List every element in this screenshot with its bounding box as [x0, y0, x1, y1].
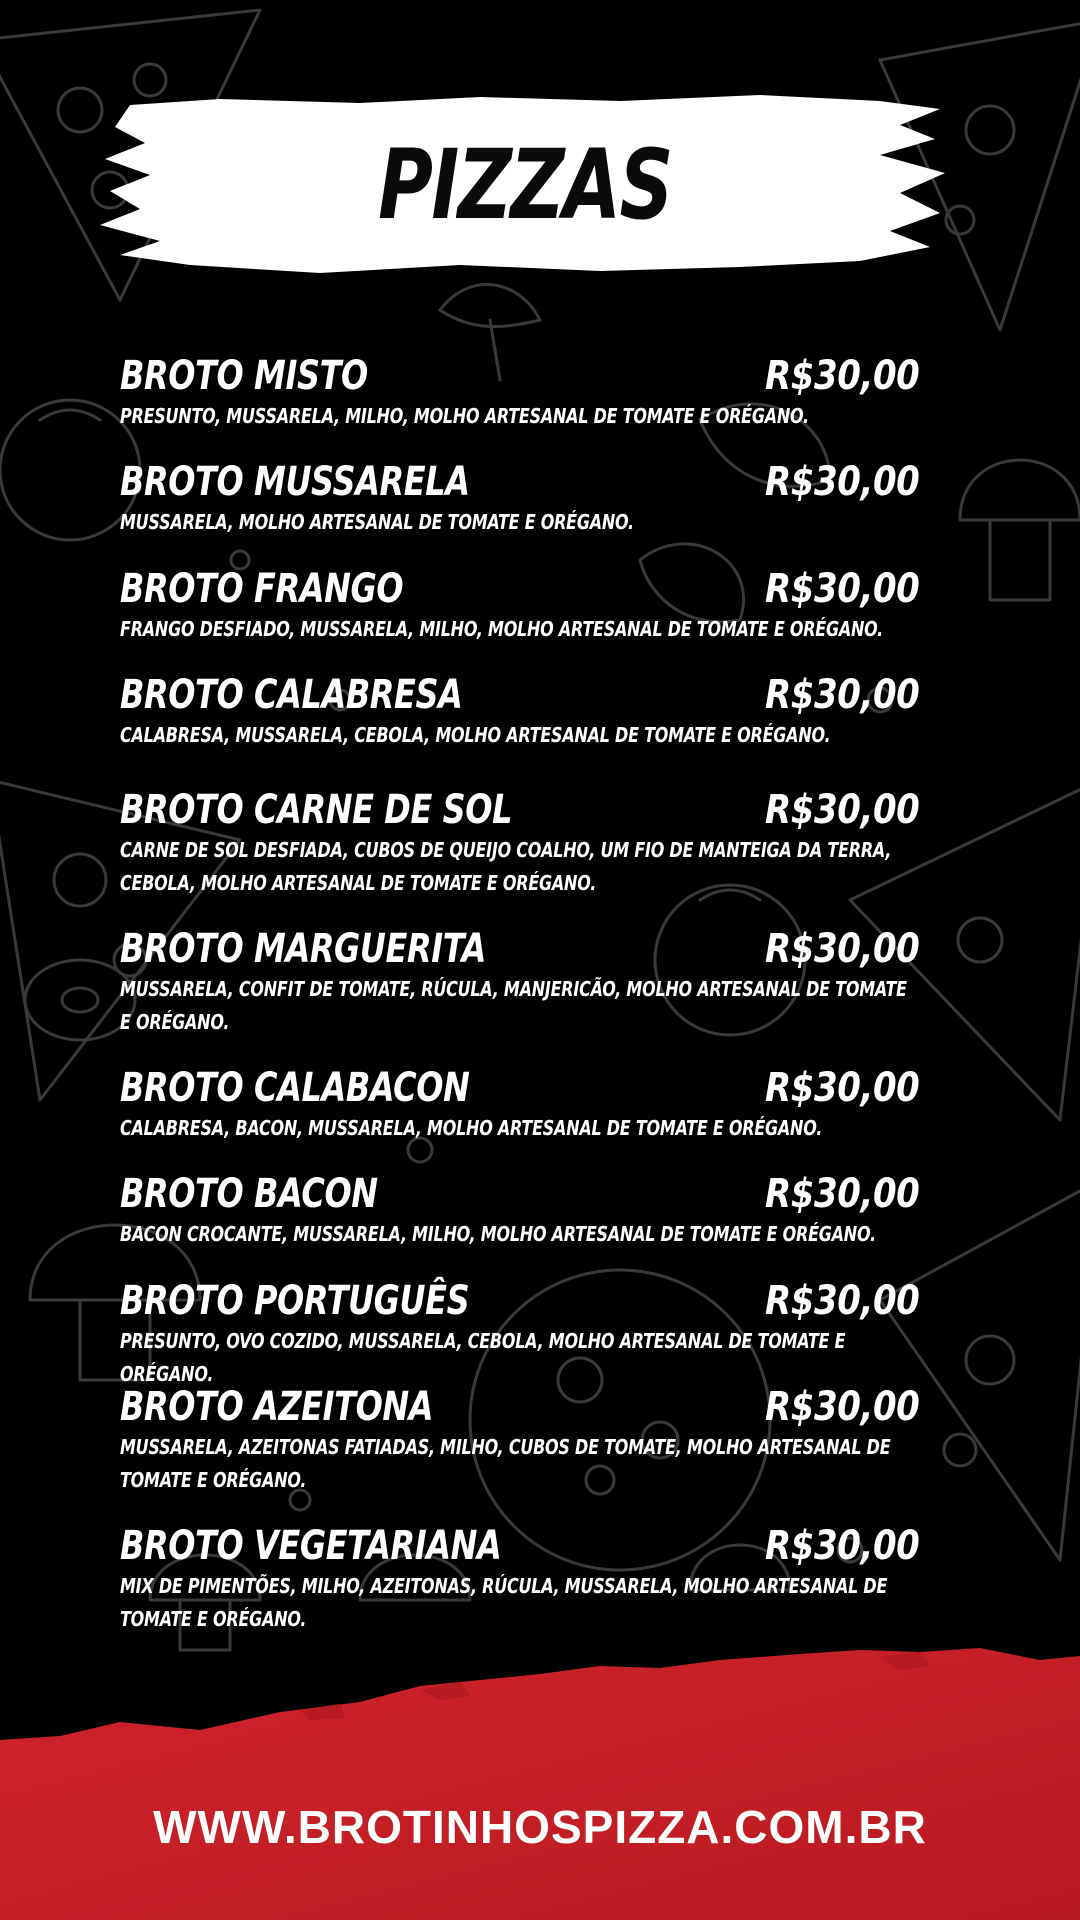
item-description: MUSSARELA, AZEITONAS FATIADAS, MILHO, CUBOS DE TOMATE, MOLHO ARTESANAL DE TOMATE E ORÉGANO.: [120, 1435, 891, 1492]
item-price: R$30,00: [765, 1523, 920, 1569]
item-name: BROTO VEGETARIANA: [120, 1523, 502, 1569]
item-price: R$30,00: [765, 1278, 920, 1324]
item-name: BROTO FRANGO: [120, 566, 404, 612]
item-description: CALABRESA, MUSSARELA, CEBOLA, MOLHO ARTESANAL DE TOMATE E ORÉGANO.: [120, 723, 831, 747]
pizza-doodle: [470, 1270, 770, 1570]
item-description: CARNE DE SOL DESFIADA, CUBOS DE QUEIJO COALHO, UM FIO DE MANTEIGA DA TERRA, CEBOLA, MOLHO ARTESANAL DE TOMATE E ORÉGANO.: [120, 838, 892, 895]
item-name: BROTO CALABRESA: [120, 672, 463, 718]
item-price: R$30,00: [765, 787, 920, 833]
mushroom-doodle: [960, 460, 1080, 520]
item-name: BROTO CARNE DE SOL: [120, 787, 513, 833]
item-description: PRESUNTO, OVO COZIDO, MUSSARELA, CEBOLA, MOLHO ARTESANAL DE TOMATE E ORÉGANO.: [120, 1329, 846, 1386]
item-name: BROTO AZEITONA: [120, 1384, 434, 1430]
item-price: R$30,00: [765, 566, 920, 612]
item-description: BACON CROCANTE, MUSSARELA, MILHO, MOLHO ARTESANAL DE TOMATE E ORÉGANO.: [120, 1222, 876, 1246]
item-price: R$30,00: [765, 1384, 920, 1430]
website-link[interactable]: WWW.BROTINHOSPIZZA.COM.BR: [153, 1801, 927, 1853]
item-description: MUSSARELA, MOLHO ARTESANAL DE TOMATE E ORÉGANO.: [120, 510, 634, 534]
item-name: BROTO MISTO: [120, 353, 368, 399]
tomato-doodle: [0, 400, 140, 540]
item-name: BROTO MUSSARELA: [120, 459, 470, 505]
footer: [0, 1640, 1080, 1920]
title-banner: [100, 95, 950, 275]
page-title: PIZZAS: [378, 129, 672, 241]
item-description: MUSSARELA, CONFIT DE TOMATE, RÚCULA, MANJERICÃO, MOLHO ARTESANAL DE TOMATE E ORÉGANO.: [120, 977, 907, 1034]
item-description: CALABRESA, BACON, MUSSARELA, MOLHO ARTESANAL DE TOMATE E ORÉGANO.: [120, 1116, 823, 1140]
item-name: BROTO MARGUERITA: [120, 926, 487, 972]
item-description: FRANGO DESFIADO, MUSSARELA, MILHO, MOLHO ARTESANAL DE TOMATE E ORÉGANO.: [120, 617, 883, 641]
item-description: MIX DE PIMENTÕES, MILHO, AZEITONAS, RÚCULA, MUSSARELA, MOLHO ARTESANAL DE TOMATE E ORÉGANO.: [120, 1574, 888, 1631]
item-price: R$30,00: [765, 353, 920, 399]
item-name: BROTO CALABACON: [120, 1065, 470, 1111]
item-description: PRESUNTO, MUSSARELA, MILHO, MOLHO ARTESANAL DE TOMATE E ORÉGANO.: [120, 404, 809, 428]
item-name: BROTO BACON: [120, 1171, 378, 1217]
item-price: R$30,00: [765, 1065, 920, 1111]
item-name: BROTO PORTUGUÊS: [120, 1278, 470, 1324]
item-price: R$30,00: [765, 672, 920, 718]
red-brush-footer: [0, 1640, 1080, 1920]
item-price: R$30,00: [765, 1171, 920, 1217]
item-price: R$30,00: [765, 459, 920, 505]
item-price: R$30,00: [765, 926, 920, 972]
